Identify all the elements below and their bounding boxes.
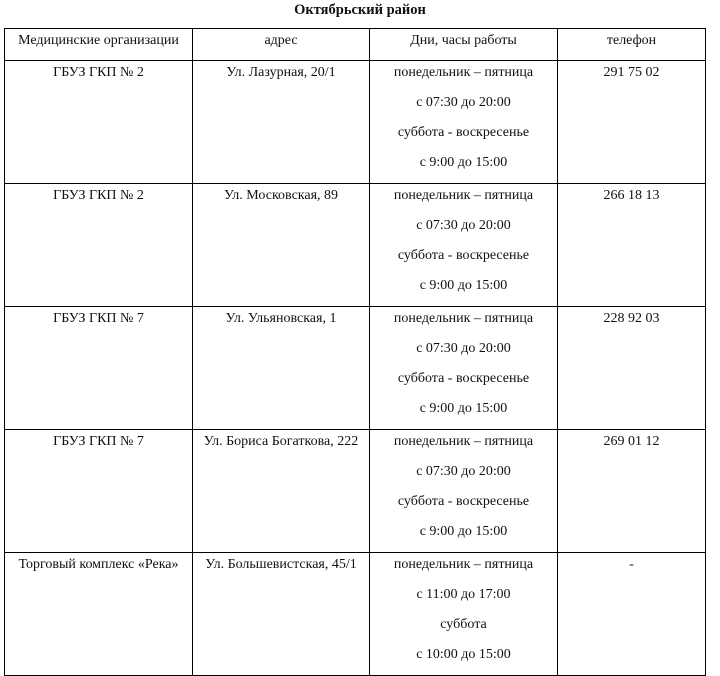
hours-line: понедельник – пятница (393, 557, 534, 572)
phone-cell: 269 01 12 (558, 430, 706, 553)
organization-cell: ГБУЗ ГКП № 7 (5, 430, 193, 553)
hours-line: понедельник – пятница (393, 188, 534, 203)
address-cell: Ул. Бориса Богаткова, 222 (193, 430, 370, 553)
hours-line: суббота - воскресенье (397, 371, 530, 386)
hours-line: с 10:00 до 15:00 (416, 647, 511, 662)
address-cell: Ул. Большевистская, 45/1 (193, 553, 370, 676)
organization-cell: Торговый комплекс «Река» (5, 553, 193, 676)
hours-line: с 07:30 до 20:00 (416, 95, 511, 110)
hours-line: с 07:30 до 20:00 (416, 341, 511, 356)
table-header-row (5, 29, 706, 61)
hours-line: суббота (440, 617, 487, 632)
hours-cell (370, 61, 558, 184)
table-row (5, 430, 706, 553)
organization-cell: ГБУЗ ГКП № 2 (5, 61, 193, 184)
hours-cell (370, 553, 558, 676)
organization-cell: ГБУЗ ГКП № 2 (5, 184, 193, 307)
phone-cell: 266 18 13 (558, 184, 706, 307)
hours-line: с 07:30 до 20:00 (416, 218, 511, 233)
hours-line: понедельник – пятница (393, 311, 534, 326)
table-row (5, 307, 706, 430)
hours-cell (370, 184, 558, 307)
organization-cell: ГБУЗ ГКП № 7 (5, 307, 193, 430)
phone-cell: 228 92 03 (558, 307, 706, 430)
address-cell: Ул. Ульяновская, 1 (193, 307, 370, 430)
hours-line: понедельник – пятница (393, 434, 534, 449)
hours-cell (370, 430, 558, 553)
schedule-table (4, 28, 706, 676)
phone-cell: 291 75 02 (558, 61, 706, 184)
hours-line: с 9:00 до 15:00 (419, 524, 508, 539)
table-row (5, 553, 706, 676)
address-cell: Ул. Лазурная, 20/1 (193, 61, 370, 184)
header-hours: Дни, часы работы (370, 29, 558, 61)
hours-line: с 11:00 до 17:00 (416, 587, 511, 602)
hours-line: понедельник – пятница (393, 65, 534, 80)
table-row (5, 61, 706, 184)
hours-line: с 9:00 до 15:00 (419, 401, 508, 416)
hours-line: с 9:00 до 15:00 (419, 278, 508, 293)
hours-line: с 07:30 до 20:00 (416, 464, 511, 479)
hours-line: с 9:00 до 15:00 (419, 155, 508, 170)
phone-cell: - (558, 553, 706, 676)
hours-cell (370, 307, 558, 430)
header-address: адрес (193, 29, 370, 61)
header-organizations: Медицинские организации (5, 29, 193, 61)
hours-line: суббота - воскресенье (397, 125, 530, 140)
table-row (5, 184, 706, 307)
header-phone: телефон (558, 29, 706, 61)
hours-line: суббота - воскресенье (397, 494, 530, 509)
page-title: Октябрьский район (294, 2, 426, 18)
hours-line: суббота - воскресенье (397, 248, 530, 263)
address-cell: Ул. Московская, 89 (193, 184, 370, 307)
